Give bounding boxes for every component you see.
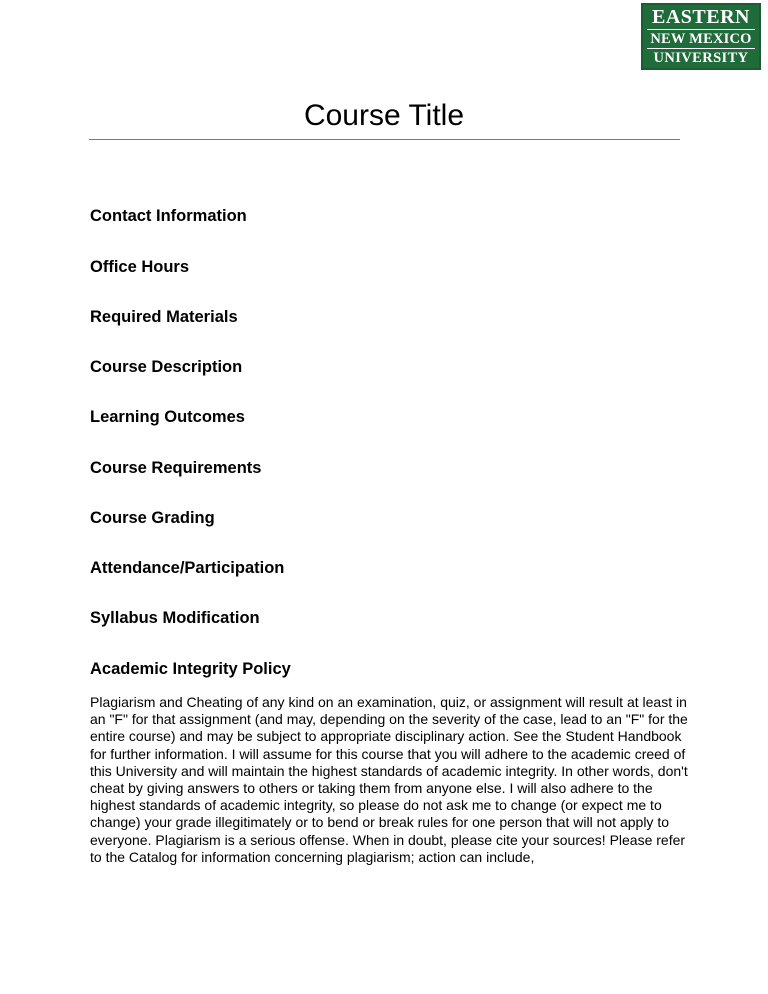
university-logo (641, 3, 761, 70)
heading-attendance-participation: Attendance/Participation (90, 559, 285, 577)
heading-course-requirements: Course Requirements (90, 459, 262, 477)
logo-text-university: UNIVERSITY (653, 50, 749, 66)
heading-contact-information: Contact Information (90, 207, 247, 225)
page-title: Course Title (303, 99, 465, 132)
title-underline (89, 139, 680, 140)
heading-learning-outcomes: Learning Outcomes (90, 408, 245, 426)
heading-academic-integrity-policy: Academic Integrity Policy (90, 660, 291, 678)
heading-required-materials: Required Materials (90, 308, 238, 326)
logo-text-new-mexico: NEW MEXICO (650, 31, 752, 47)
logo-text-eastern: EASTERN (652, 6, 750, 28)
academic-integrity-paragraph: Plagiarism and Cheating of any kind on an examination, quiz, or assignment will result at least in an "F" for that assignment (and may, depending on the severity of the case, lead to an "F" for the entire course) and may be subject to appropriate disciplinary action. See the Student Handbook for further information. I will assume for this course that you will adhere to the academic creed of this University and will maintain the highest standards of academic integrity. In other words, don't cheat by giving answers to others or taking them from anyone else. I will also adhere to the highest standards of academic integrity, so please do not ask me to change (or expect me to change) your grade illegitimately or to bend or break rules for one person that will not apply to everyone. Plagiarism is a serious offense. When in doubt, please cite your sources! Please refer to the Catalog for information concerning plagiarism; action can include, (90, 694, 688, 865)
heading-course-grading: Course Grading (90, 509, 215, 527)
logo-divider (647, 48, 755, 49)
heading-syllabus-modification: Syllabus Modification (90, 609, 260, 627)
heading-course-description: Course Description (90, 358, 243, 376)
logo-divider (647, 29, 755, 30)
heading-office-hours: Office Hours (90, 258, 190, 276)
